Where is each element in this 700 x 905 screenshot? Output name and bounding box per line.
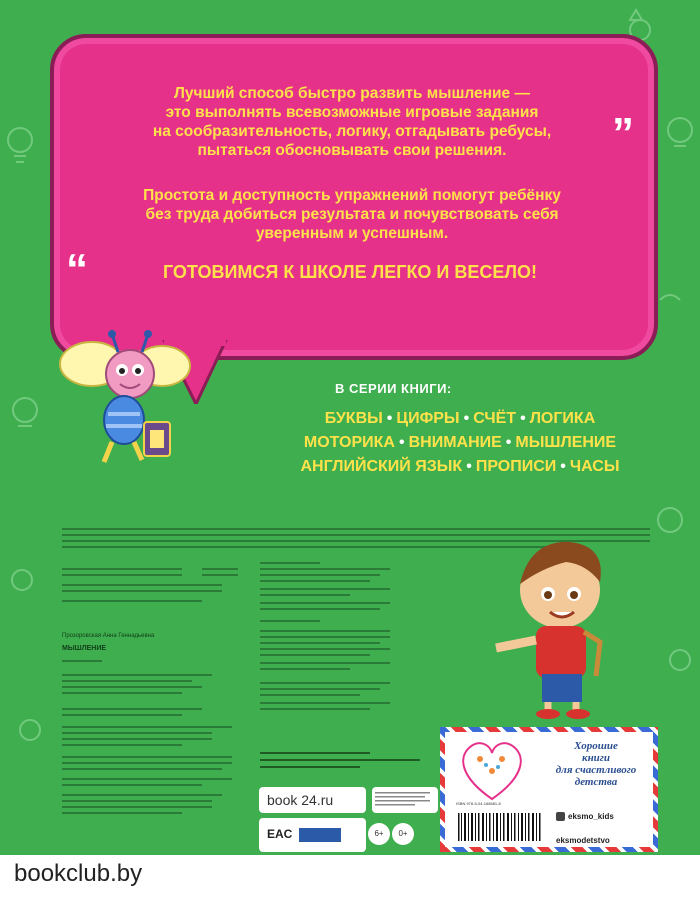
- instagram-link[interactable]: [556, 812, 614, 821]
- slogan: ГОТОВИМСЯ К ШКОЛЕ ЛЕГКО И ВЕСЕЛО!: [162, 262, 538, 282]
- separator: •: [560, 458, 566, 475]
- social-handle: eksmodetstvo: [556, 836, 610, 845]
- text-line: это выполнять всевозможные игровые задания: [165, 104, 539, 121]
- instagram-icon: [556, 812, 565, 821]
- text-line: на сообразительность, логику, отгадывать ребусы,: [152, 123, 552, 140]
- author-name: Прозоровская Анна Геннадьевна: [62, 633, 155, 639]
- series-item: СЧЁТ: [473, 410, 517, 427]
- site-watermark: bookclub.by: [14, 860, 143, 887]
- text-line: Простота и доступность упражнений помогут ребёнку: [143, 187, 561, 204]
- series-row: [250, 434, 670, 452]
- separator: •: [386, 410, 393, 427]
- separator: •: [505, 434, 512, 451]
- series-row: [250, 410, 670, 428]
- series-title: В СЕРИИ КНИГИ:: [335, 381, 452, 396]
- series-item: БУКВЫ: [324, 410, 383, 427]
- firefly-character-illustration: [52, 322, 192, 472]
- age-rating-badge: 6+: [368, 823, 390, 845]
- vk-link[interactable]: [556, 836, 610, 845]
- imprint-book-title: МЫШЛЕНИЕ: [62, 645, 107, 652]
- close-quote-mark: ”: [612, 109, 634, 158]
- series-item: АНГЛИЙСКИЙ ЯЗЫК: [300, 458, 463, 475]
- credits-fineprint: [62, 660, 252, 820]
- barcode: [454, 811, 544, 845]
- isbn-label: ISBN 978-5-04-168681-8: [456, 801, 501, 806]
- series-row: [250, 458, 670, 476]
- text-line: Лучший способ быстро развить мышление —: [174, 85, 530, 102]
- certification-logo: [299, 828, 341, 842]
- heart-logo-icon: [456, 737, 528, 803]
- series-item: ЛОГИКА: [529, 410, 596, 427]
- classification-fineprint: [62, 568, 242, 626]
- card-title-line: для счастливого: [555, 764, 637, 776]
- age-rating-badge: 0+: [392, 823, 414, 845]
- eac-mark: EAC: [267, 827, 293, 841]
- series-item: ЦИФРЫ: [396, 410, 460, 427]
- series-item: ПРОПИСИ: [475, 458, 557, 475]
- social-handle: eksmo_kids: [568, 812, 614, 821]
- card-title-line: детства: [574, 776, 618, 788]
- open-quote-mark: “: [66, 245, 88, 294]
- text-line: без труда добиться результата и почувствовать себя: [145, 206, 559, 223]
- separator: •: [466, 458, 472, 475]
- card-title-line: Хорошие: [574, 740, 618, 752]
- text-line: пытаться обосновывать свои решения.: [197, 142, 507, 159]
- series-item: МОТОРИКА: [303, 434, 395, 451]
- intro-paragraph: [92, 84, 612, 160]
- publisher-fineprint: [260, 562, 400, 722]
- series-item: ЧАСЫ: [569, 458, 620, 475]
- book24-text: book 24.ru: [267, 792, 334, 808]
- separator: •: [520, 410, 526, 427]
- text-line: уверенным и успешным.: [255, 225, 449, 242]
- separator: •: [463, 410, 470, 427]
- info-box-fineprint: [375, 790, 435, 808]
- info-box: [372, 787, 438, 813]
- copyright-fineprint: [260, 752, 430, 774]
- series-item: МЫШЛЕНИЕ: [515, 434, 617, 451]
- book24-logo: [259, 787, 366, 813]
- separator: •: [398, 434, 405, 451]
- second-paragraph: [92, 186, 612, 243]
- card-title-line: книги: [582, 752, 610, 764]
- series-item: ВНИМАНИЕ: [408, 434, 502, 451]
- card-title: [538, 740, 654, 788]
- certification-logos: [259, 818, 366, 852]
- boy-character-illustration: [492, 540, 622, 720]
